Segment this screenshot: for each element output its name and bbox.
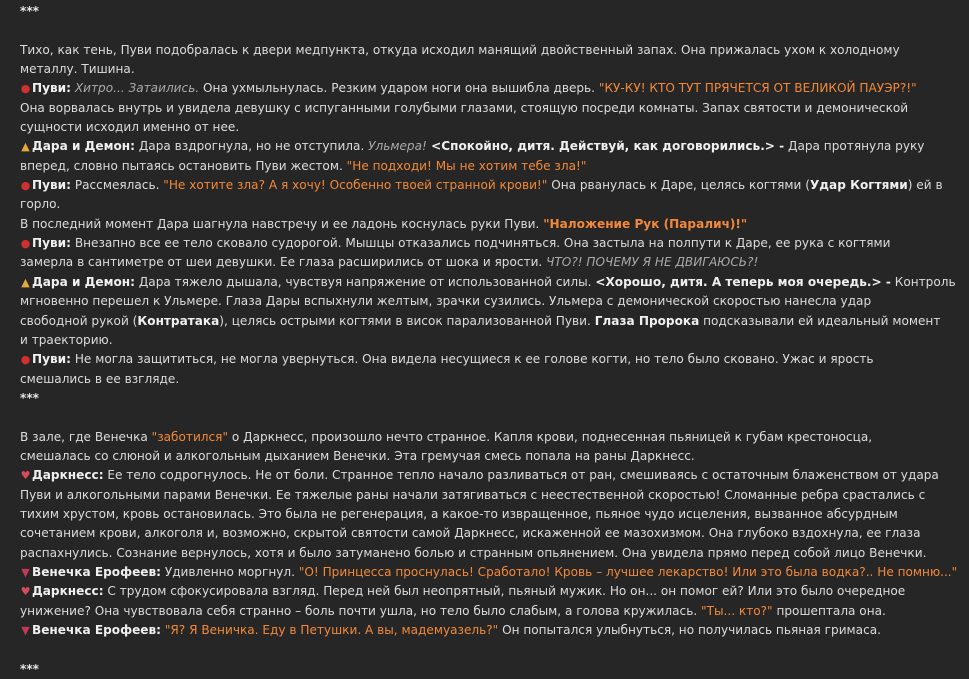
speaker-name: Даркнесс:: [32, 468, 104, 483]
blood-drop-icon: ●: [20, 82, 31, 96]
message-text: о Даркнесс, произошло нечто странное. Капля крови, поднесенная пьяницей к губам крестоносца,: [228, 429, 873, 444]
bold-text: Глаза Пророка: [594, 313, 700, 328]
bold-text: <Хорошо, дитя. А теперь моя очередь.> -: [595, 274, 891, 289]
message-dara: [20, 273, 956, 350]
blood-drop-icon: ●: [20, 237, 31, 251]
text-line: [20, 563, 958, 582]
spacer: [20, 408, 949, 427]
spacer: [20, 21, 949, 40]
thought-text: Хитро... Затаились.: [74, 81, 200, 96]
text-line: Пуви и алкогольными парами Венечки. Ее тяжелые раны начали затягиваться с неестественной скоростью! Сломанные ребра срастались с: [20, 487, 926, 502]
bold-text: Удар Когтями: [809, 178, 908, 193]
narration-paragraph: [20, 215, 949, 234]
thought-text: ЧТО?! ПОЧЕМУ Я НЕ ДВИГАЮСЬ?!: [546, 255, 759, 270]
text-line: металлу. Тишина.: [20, 62, 135, 77]
message-venichka: [20, 621, 949, 640]
text-line: [20, 602, 949, 621]
text-line: [20, 273, 956, 292]
message-puvi: [20, 350, 949, 389]
speaker-name: Пуви:: [32, 178, 71, 193]
text-line: [20, 428, 949, 447]
text-line: [20, 621, 949, 640]
quote-text: "Не хотите зла? А я хочу! Особенно твоей странной крови!": [163, 178, 548, 193]
text-line: мгновенно перешел к Ульмере. Глаза Дары вспыхнули желтым, зрачки сузились. Ульмера с демонической скоростью нанесла удар: [20, 294, 872, 309]
wine-glass-icon: ▼: [21, 624, 30, 637]
text-line: [20, 312, 949, 331]
message-text: Дара тяжело дышала, чувствуя напряжение от использованной силы.: [135, 274, 596, 289]
quote-text: "О! Принцесса проснулась! Сработало! Кровь – лучшее лекарство! Или это была водка?.. Не помню...": [298, 564, 958, 579]
message-text: прошептала она.: [772, 603, 886, 618]
text-line: [20, 79, 949, 98]
text-line: [20, 466, 949, 485]
message-text: замерла в сантиметре от шеи девушки. Ее глаза расширились от шока и ярости.: [20, 255, 547, 270]
praying-hands-icon: ▲: [21, 140, 30, 154]
quote-text: "Наложение Рук (Паралич)!": [543, 216, 748, 231]
quote-text: "Не подходи! Мы не хотим тебе зла!": [346, 158, 587, 173]
message-puvi: [20, 234, 949, 273]
text-line: смешалась со слюной и алкогольным дыханием Венечки. Эта гремучая смесь попала на раны Даркнесс.: [20, 448, 695, 463]
spacer: [20, 640, 949, 659]
text-line: и траекторию.: [20, 332, 113, 347]
text-line: Она ворвалась внутрь и увидела девушку с испуганными голубыми глазами, стоящую посреди комнаты. Запах святости и демонической: [20, 100, 909, 115]
narration-paragraph: [20, 41, 949, 80]
text-line: смешались в ее взгляде.: [20, 371, 180, 386]
text-line: [20, 582, 949, 601]
message-text: Дара протянула руку: [784, 139, 925, 154]
text-line: сочетанием крови, алкоголя и, возможно, скрытой святости самой Даркнесс, искаженной ее мазохизмом. Она глубоко вздохнула, ее глаза: [20, 526, 921, 541]
broken-heart-icon: ♥: [20, 469, 31, 483]
bold-text: <Спокойно, дитя. Действуй, как договорились.> -: [426, 139, 785, 154]
text-line: тихим хрустом, кровь остановилась. Это была не регенерация, а какое-то извращенное, пьяное чудо исцеления, вызванное абсурдным: [20, 506, 898, 521]
message-text: Контроль: [890, 274, 956, 289]
text-line: сущности исходил именно от нее.: [20, 120, 240, 135]
message-text: Удивленно моргнул.: [160, 564, 299, 579]
message-text: Рассмеялась.: [70, 178, 164, 193]
message-puvi: [20, 79, 949, 137]
message-text: унижение? Она чувствовала себя странно – боль почти ушла, но тело было слабым, а голова кружилась.: [20, 603, 702, 618]
speaker-name: Венечка Ерофеев:: [32, 564, 161, 579]
separator: ***: [20, 4, 39, 18]
message-text: ), целясь острыми когтями в висок парализованной Пуви.: [219, 313, 595, 328]
praying-hands-icon: ▲: [21, 275, 30, 289]
text-line: [20, 350, 949, 369]
message-text: В последний момент Дара шагнула навстречу и ее ладонь коснулась руки Пуви.: [20, 216, 544, 231]
speaker-name: Пуви:: [32, 81, 71, 96]
speaker-name: Дара и Демон:: [32, 274, 136, 289]
blood-drop-icon: ●: [20, 179, 31, 193]
broken-heart-icon: ♥: [20, 585, 31, 599]
quote-text: "КУ-КУ! КТО ТУТ ПРЯЧЕТСЯ ОТ ВЕЛИКОЙ ПАУЭР?!": [598, 81, 917, 96]
text-line: [20, 137, 949, 156]
text-line: распахнулись. Сознание вернулось, хотя и было затуманено болью и странным опьянением. Она увидела прямо перед собой лицо Венечки.: [20, 545, 927, 560]
separator: ***: [20, 661, 39, 676]
speaker-name: Даркнесс:: [32, 584, 104, 599]
message-darkness: [20, 466, 949, 563]
message-venichka: [20, 563, 958, 582]
narration-paragraph: [20, 428, 949, 467]
speaker-name: Пуви:: [32, 352, 71, 367]
text-line: [20, 234, 949, 253]
speaker-name: Дара и Демон:: [32, 139, 136, 154]
text-line: [20, 253, 949, 272]
speaker-name: Пуви:: [32, 236, 71, 251]
message-text: свободной рукой (: [20, 313, 138, 328]
message-text: Она ухмыльнулась. Резким ударом ноги она вышибла дверь.: [199, 81, 599, 96]
message-puvi: [20, 176, 949, 215]
message-text: Он попытался улыбнуться, но получилась пьяная гримаса.: [498, 623, 881, 637]
quote-text: "Я? Я Веничка. Еду в Петушки. А вы, мадемуазель?": [164, 623, 499, 637]
text-line: Тихо, как тень, Пуви подобралась к двери медпункта, откуда исходил манящий двойственный запах. Она прижалась ухом к холодному: [20, 42, 900, 57]
quote-text: "заботился": [151, 429, 229, 444]
message-text: В зале, где Венечка: [20, 429, 152, 444]
text-line: [20, 157, 949, 176]
message-text: Ее тело содрогнулось. Не от боли. Странное тепло начало разливаться от ран, смешиваясь с остаточным блаженством от удара: [103, 468, 939, 483]
quote-text: "Ты... кто?": [701, 603, 773, 618]
blood-drop-icon: ●: [20, 353, 31, 367]
message-text: Она рванулась к Даре, целясь когтями (: [547, 178, 810, 193]
message-darkness: [20, 582, 949, 621]
message-text: ) ей в: [907, 178, 943, 193]
text-line: горло.: [20, 197, 61, 212]
message-text: С трудом сфокусировала взгляд. Перед ней был неопрятный, пьяный мужик. Но он... он помог ей? Или это было очередное: [103, 584, 906, 599]
message-text: Не могла защититься, не могла увернуться. Она видела несущиеся к ее голове когти, но тело было сковано. Ужас и ярость: [70, 352, 874, 367]
separator: ***: [20, 390, 39, 405]
message-dara: [20, 137, 949, 176]
message-text: подсказывали ей идеальный момент: [699, 313, 941, 328]
speaker-name: Венечка Ерофеев:: [32, 623, 161, 637]
text-line: [20, 176, 949, 195]
message-text: Дара вздрогнула, но не отступила.: [135, 139, 369, 154]
bold-text: Контратака: [137, 313, 220, 328]
text-line: [20, 215, 949, 234]
message-text: Внезапно все ее тело сковало судорогой. Мышцы отказались подчиняться. Она застыла на полпути к Даре, ее рука с когтями: [70, 236, 891, 251]
thought-text: Ульмера!: [368, 139, 427, 154]
wine-glass-icon: ▼: [21, 565, 30, 579]
message-text: вперед, словно пытаясь остановить Пуви жестом.: [20, 158, 347, 173]
